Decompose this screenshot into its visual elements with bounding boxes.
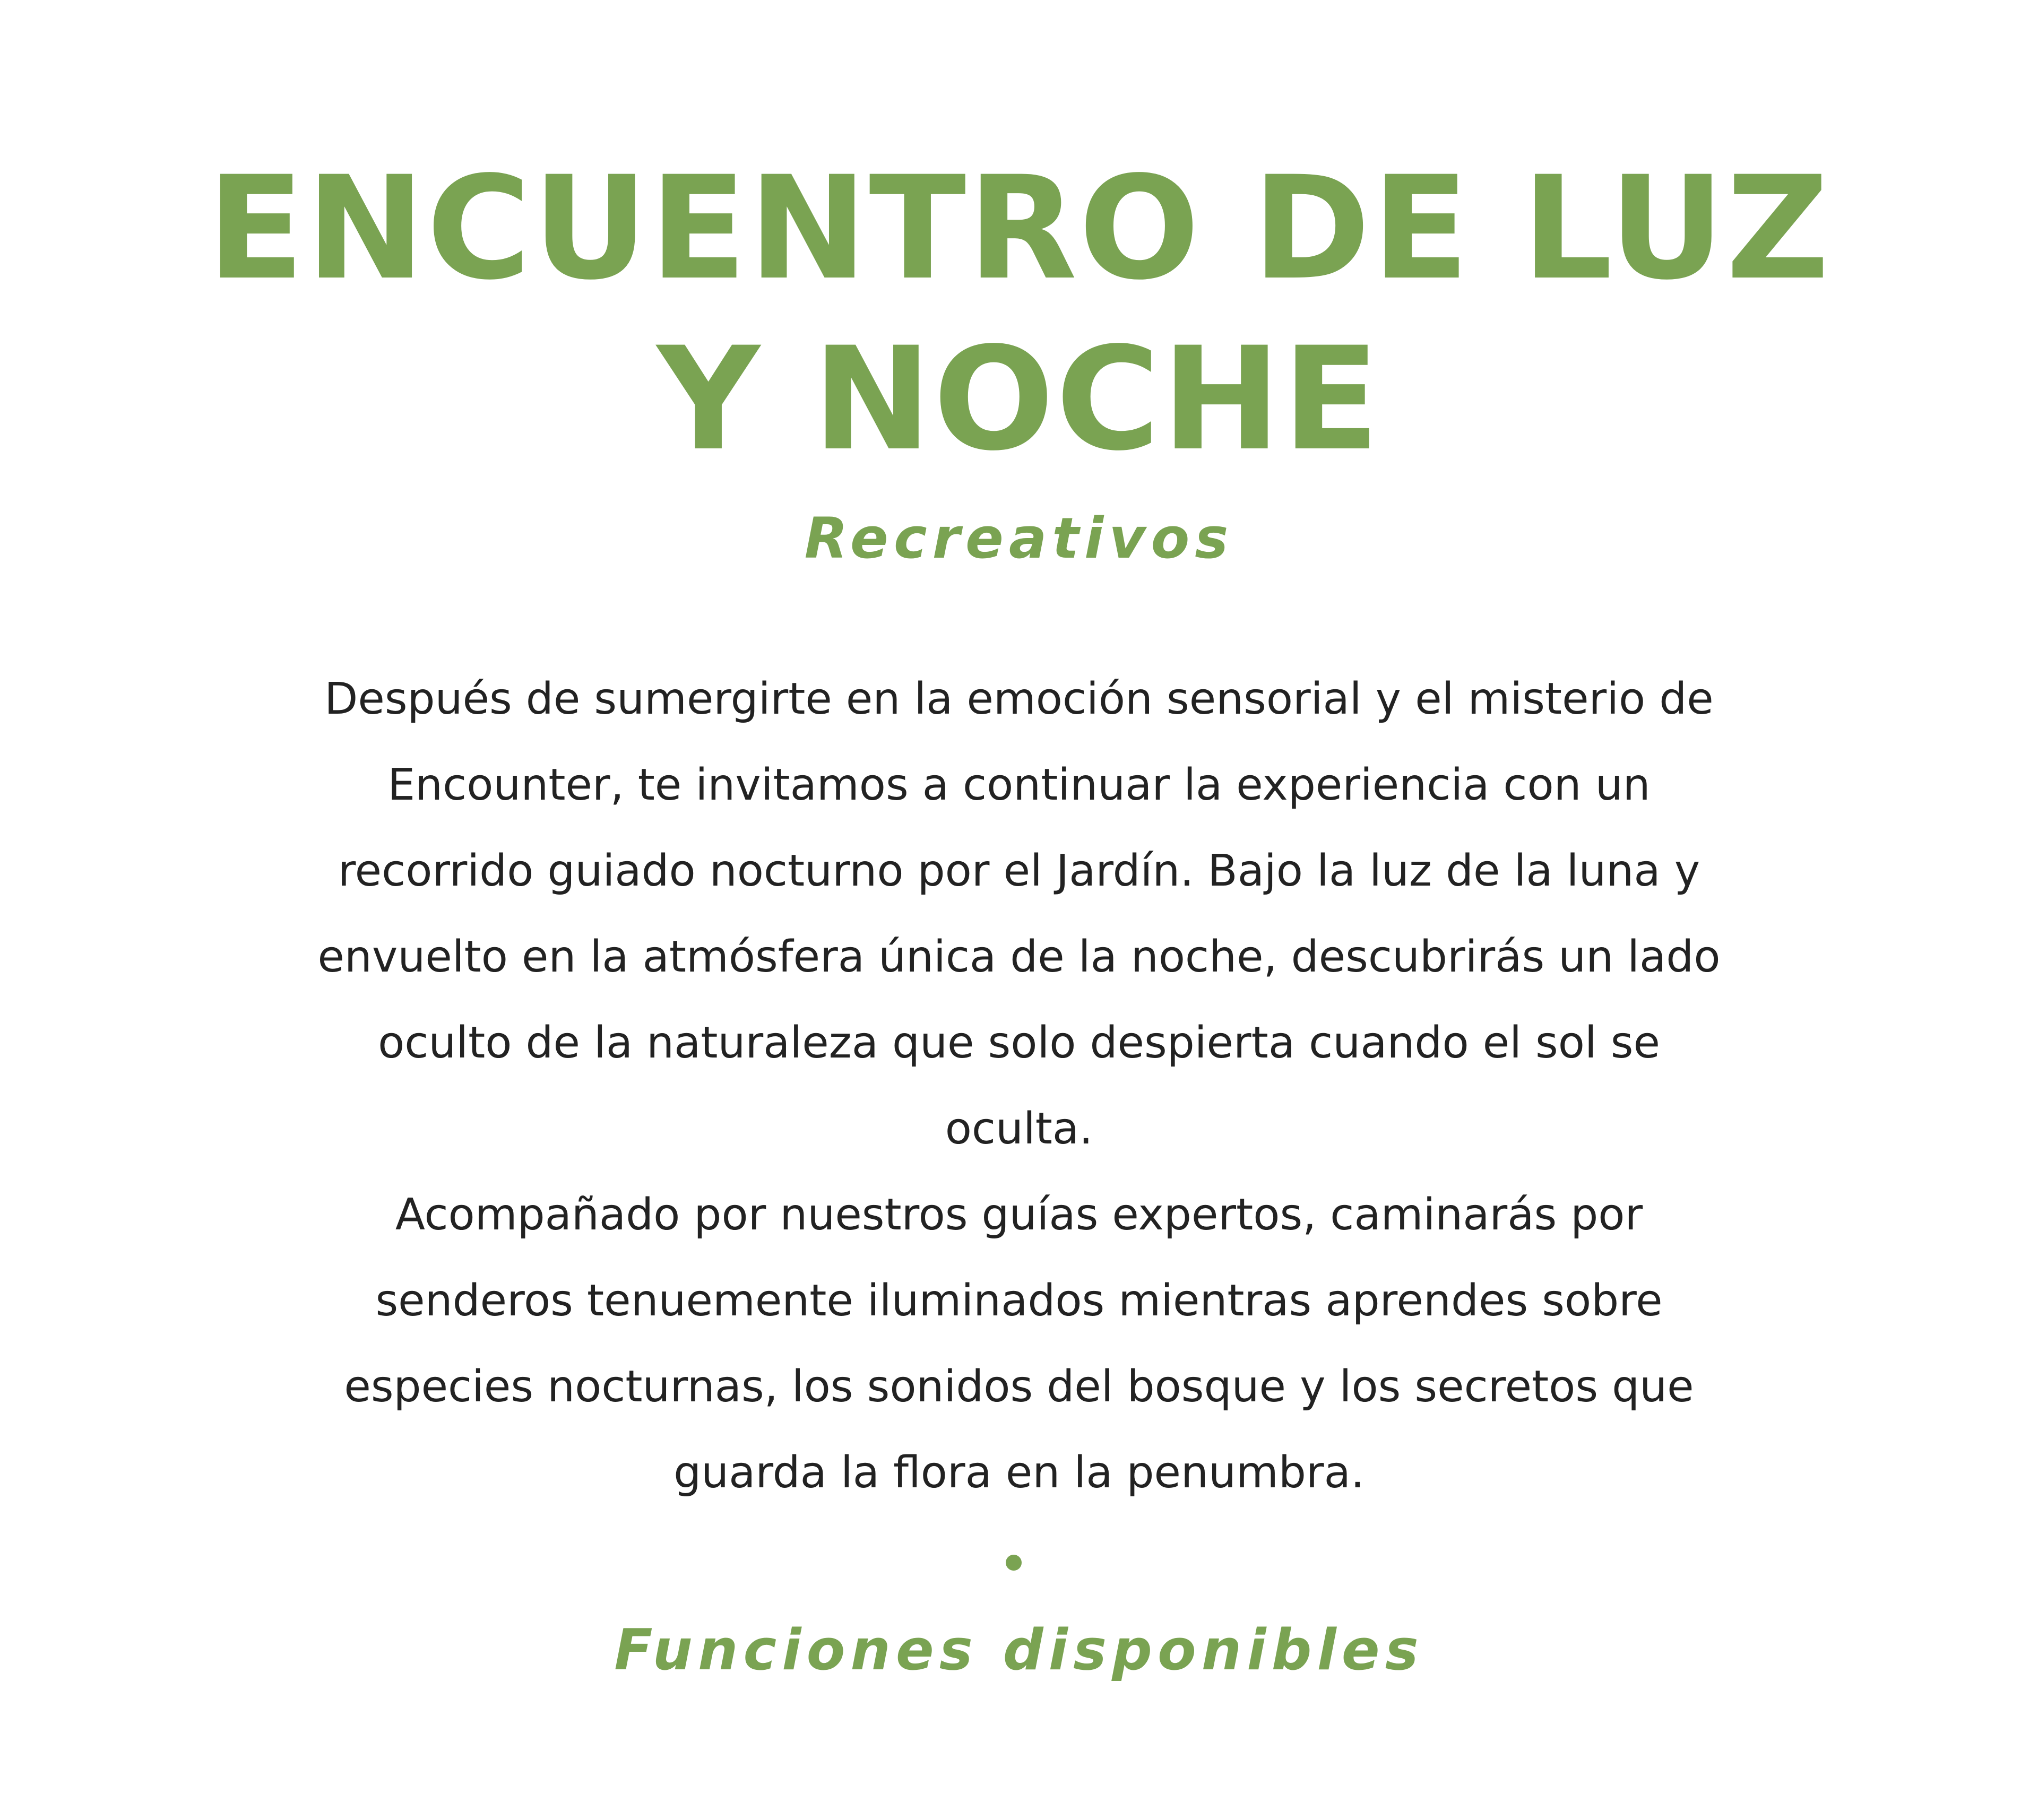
- description-line: Acompañado por nuestros guías expertos, caminarás por: [395, 1190, 1643, 1240]
- description-line: oculta.: [945, 1104, 1093, 1154]
- category-label: Recreativos: [804, 506, 1234, 571]
- description-line: envuelto en la atmósfera única de la noche, descubrirás un lado: [317, 932, 1721, 982]
- description-line: Después de sumergirte en la emoción sensorial y el misterio de: [324, 674, 1714, 724]
- description-line: guarda la flora en la penumbra.: [673, 1448, 1365, 1498]
- description-line: especies nocturnas, los sonidos del bosque y los secretos que: [344, 1362, 1694, 1412]
- divider-dot: [1006, 1555, 1022, 1571]
- page-title-line-1: ENCUENTRO DE LUZ: [207, 146, 1831, 311]
- description-line: oculto de la naturaleza que solo despierta cuando el sol se: [378, 1018, 1660, 1068]
- section-heading-functions: Funciones disponibles: [614, 1617, 1424, 1683]
- description-line: recorrido guiado nocturno por el Jardín. Bajo la luz de la luna y: [338, 846, 1700, 896]
- description-line: Encounter, te invitamos a continuar la experiencia con un: [387, 760, 1651, 810]
- description-text: [170, 656, 1868, 1516]
- page-title-line-2: Y NOCHE: [657, 317, 1381, 482]
- page-title: [170, 143, 1868, 485]
- description-line: senderos tenuemente iluminados mientras aprendes sobre: [375, 1276, 1663, 1326]
